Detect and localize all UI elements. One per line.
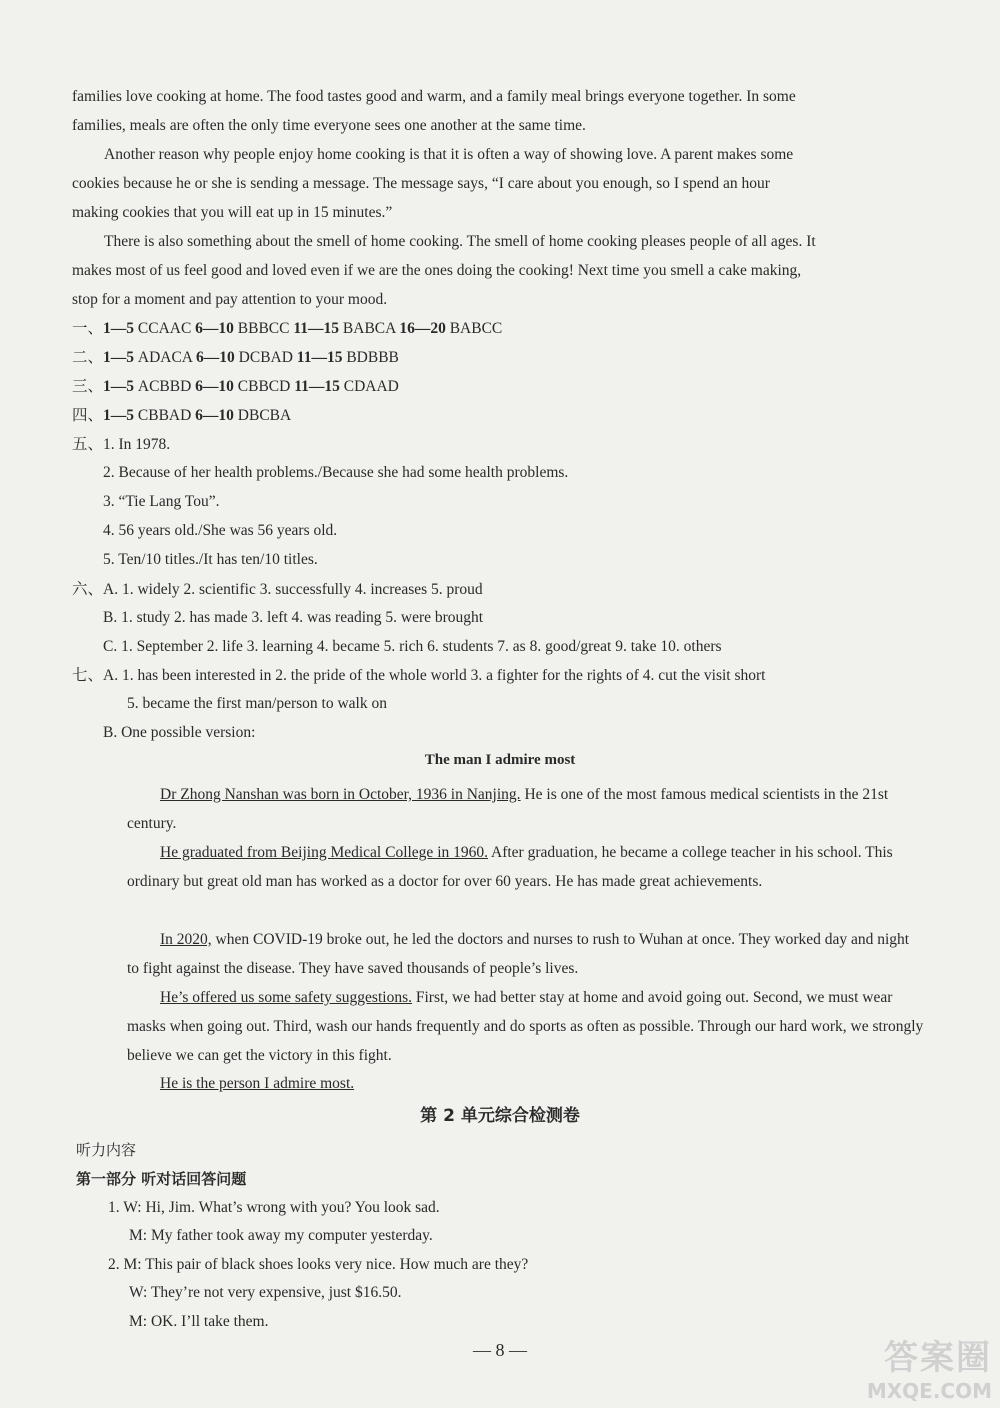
dialogue-line: M: My father took away my computer yesterday. <box>129 1227 433 1244</box>
passage-line: There is also something about the smell of home cooking. The smell of home cooking pleases people of all ages. It <box>104 233 816 250</box>
answer-line: C. 1. September 2. life 3. learning 4. became 5. rich 6. students 7. as 8. good/great 9. take 10. others <box>103 638 722 655</box>
part-heading: 第一部分 听对话回答问题 <box>76 1170 247 1188</box>
passage-line: families love cooking at home. The food tastes good and warm, and a family meal brings everyone together. In some <box>72 88 796 105</box>
passage-line: Another reason why people enjoy home cooking is that it is often a way of showing love. A parent makes some <box>104 146 794 163</box>
answer-line: B. One possible version: <box>103 724 256 741</box>
essay-paragraph: He graduated from Beijing Medical College in 1960. After graduation, he became a college teacher in his school. This ordinary but great old man has worked as a doctor for over 60 years. He has made great achievements. <box>127 844 893 890</box>
answer-line: 5. Ten/10 titles./It has ten/10 titles. <box>103 551 318 568</box>
section-title: 第 2 单元综合检测卷 <box>420 1106 580 1126</box>
dialogue-line: 2. M: This pair of black shoes looks very nice. How much are they? <box>108 1256 529 1273</box>
answer-line: B. 1. study 2. has made 3. left 4. was reading 5. were brought <box>103 609 484 626</box>
dialogue-line: W: They’re not very expensive, just $16.50. <box>129 1284 402 1301</box>
page-number: — 8 — <box>473 1340 527 1360</box>
passage-line: stop for a moment and pay attention to your mood. <box>72 291 388 308</box>
answer-line: 2. Because of her health problems./Because she had some health problems. <box>103 464 569 481</box>
answer-row-2: 二、1—5 ADACA 6—10 DCBAD 11—15 BDBBB <box>72 348 399 366</box>
answer-row-4: 四、1—5 CBBAD 6—10 DBCBA <box>72 406 292 424</box>
answer-row-5: 五、1. In 1978. <box>72 435 171 453</box>
dialogue-line: 1. W: Hi, Jim. What’s wrong with you? You look sad. <box>108 1199 440 1216</box>
watermark-logo: 答案圈 MXQE.COM <box>866 1338 992 1403</box>
passage-line: makes most of us feel good and loved even if we are the ones doing the cooking! Next time you smell a cake making, <box>72 262 802 279</box>
passage-line: cookies because he or she is sending a message. The message says, “I care about you enough, so I spend an hour <box>72 175 770 192</box>
answer-line: 4. 56 years old./She was 56 years old. <box>103 522 338 539</box>
essay-paragraph: In 2020, when COVID-19 broke out, he led the doctors and nurses to rush to Wuhan at once. They worked day and night to fight against the disease. They have saved thousands of people’s lives. <box>127 931 910 977</box>
answer-line: 3. “Tie Lang Tou”. <box>103 493 220 510</box>
passage-line: families, meals are often the only time everyone sees one another at the same time. <box>72 117 586 134</box>
answer-row-7: 七、A. 1. has been interested in 2. the pride of the whole world 3. a fighter for the rights of 4. cut the visit short <box>72 666 766 684</box>
essay-paragraph: Dr Zhong Nanshan was born in October, 1936 in Nanjing. He is one of the most famous medical scientists in the 21st century. <box>127 786 889 832</box>
listening-heading: 听力内容 <box>76 1141 137 1159</box>
passage-line: making cookies that you will eat up in 15 minutes.” <box>72 204 393 221</box>
answer-row-3: 三、1—5 ACBBD 6—10 CBBCD 11—15 CDAAD <box>72 377 399 395</box>
answer-line: 5. became the first man/person to walk on <box>127 695 387 712</box>
answer-row-1: 一、1—5 CCAAC 6—10 BBBCC 11—15 BABCA 16—20 BABCC <box>72 319 503 337</box>
essay-paragraph: He’s offered us some safety suggestions. First, we had better stay at home and avoid going out. Second, we must wear masks when going out. Third, wash our hands frequently and do sports as often as possible. Through our hard work, we strongly believe we can get the victory in this fight. <box>127 989 924 1064</box>
essay-title: The man I admire most <box>424 752 576 768</box>
answer-row-6: 六、A. 1. widely 2. scientific 3. successfully 4. increases 5. proud <box>72 580 483 598</box>
essay-paragraph: He is the person I admire most. <box>160 1075 355 1092</box>
dialogue-line: M: OK. I’ll take them. <box>129 1313 269 1330</box>
